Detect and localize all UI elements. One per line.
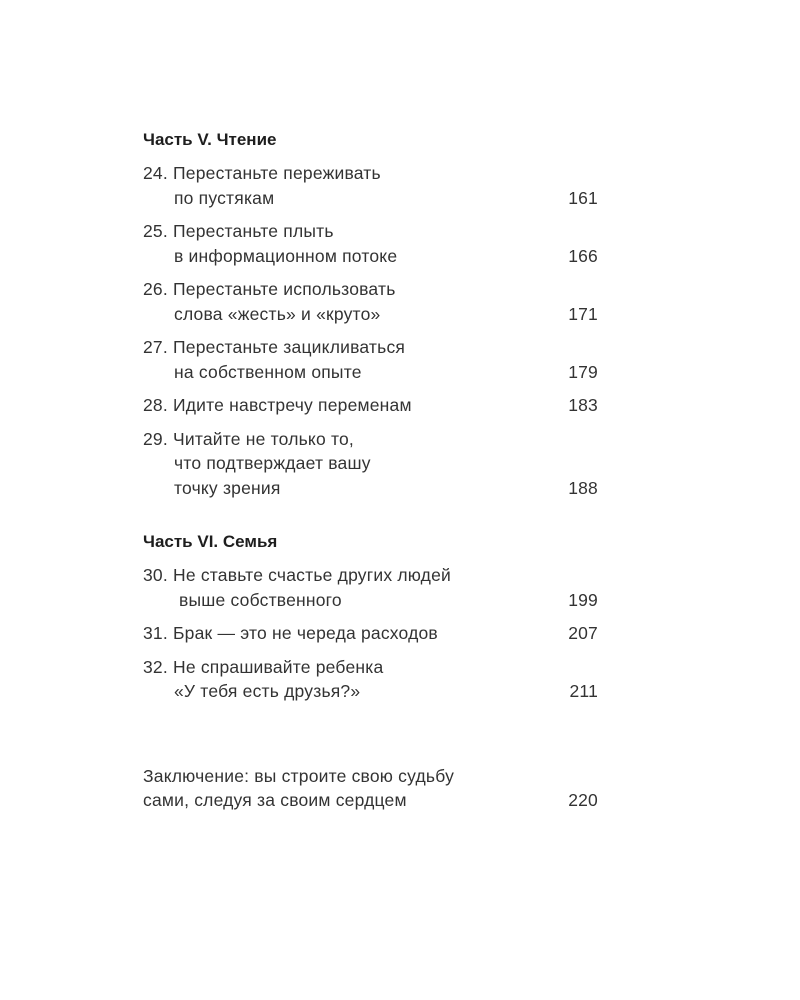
toc-entry: [143, 621, 598, 646]
page-number: 211: [569, 681, 598, 701]
entry-title-line: 26. Перестаньте использовать: [143, 279, 396, 299]
entry-title-line: 25. Перестаньте плыть: [143, 221, 334, 241]
entry-title-line: 27. Перестаньте зацикливаться: [143, 337, 406, 357]
entry-title-line: сами, следуя за своим сердцем: [143, 790, 407, 810]
page-number: 166: [568, 245, 598, 266]
toc-entry: [143, 427, 598, 501]
toc-entry: [143, 219, 598, 268]
page-number: 188: [568, 477, 598, 498]
toc-entry: [143, 335, 598, 384]
table-of-contents: [143, 128, 598, 822]
conclusion-entry: [143, 764, 598, 813]
page-number: 199: [568, 589, 598, 610]
page-number: 207: [568, 623, 598, 643]
entry-title-line: слова «жесть» и «круто»: [174, 303, 381, 324]
entry-title-line: выше собственного: [179, 589, 342, 610]
entry-title-line: точку зрения: [174, 477, 281, 498]
toc-entry: [143, 161, 598, 210]
part-title: Часть VI. Семья: [143, 532, 278, 551]
page-number: 183: [568, 395, 598, 415]
toc-entry: [143, 277, 598, 326]
entry-title-line: на собственном опыте: [174, 361, 362, 382]
entry-title-line: 24. Перестаньте переживать: [143, 163, 381, 183]
page-number: 161: [568, 187, 598, 208]
page-number: 171: [568, 303, 598, 324]
entry-title-line: что подтверждает вашу: [174, 453, 371, 473]
entry-title-line: Заключение: вы строите свою судьбу: [143, 765, 455, 786]
toc-entry: [143, 563, 598, 612]
entry-title-line: 29. Читайте не только то,: [143, 428, 354, 449]
page-number: 220: [568, 790, 598, 810]
entry-title-line: 31. Брак — это не череда расходов: [143, 623, 438, 643]
part-title: Часть V. Чтение: [143, 130, 277, 149]
page-number: 179: [568, 361, 598, 382]
entry-title-line: в информационном потоке: [174, 245, 398, 266]
entry-title-line: 28. Идите навстречу переменам: [143, 395, 412, 415]
entry-title-line: 32. Не спрашивайте ребенка: [143, 656, 384, 677]
entry-title-line: по пустякам: [174, 187, 275, 208]
entry-title-line: «У тебя есть друзья?»: [174, 681, 361, 701]
toc-entry: [143, 655, 598, 704]
toc-entry: [143, 393, 598, 418]
entry-title-line: 30. Не ставьте счастье других людей: [143, 565, 452, 585]
